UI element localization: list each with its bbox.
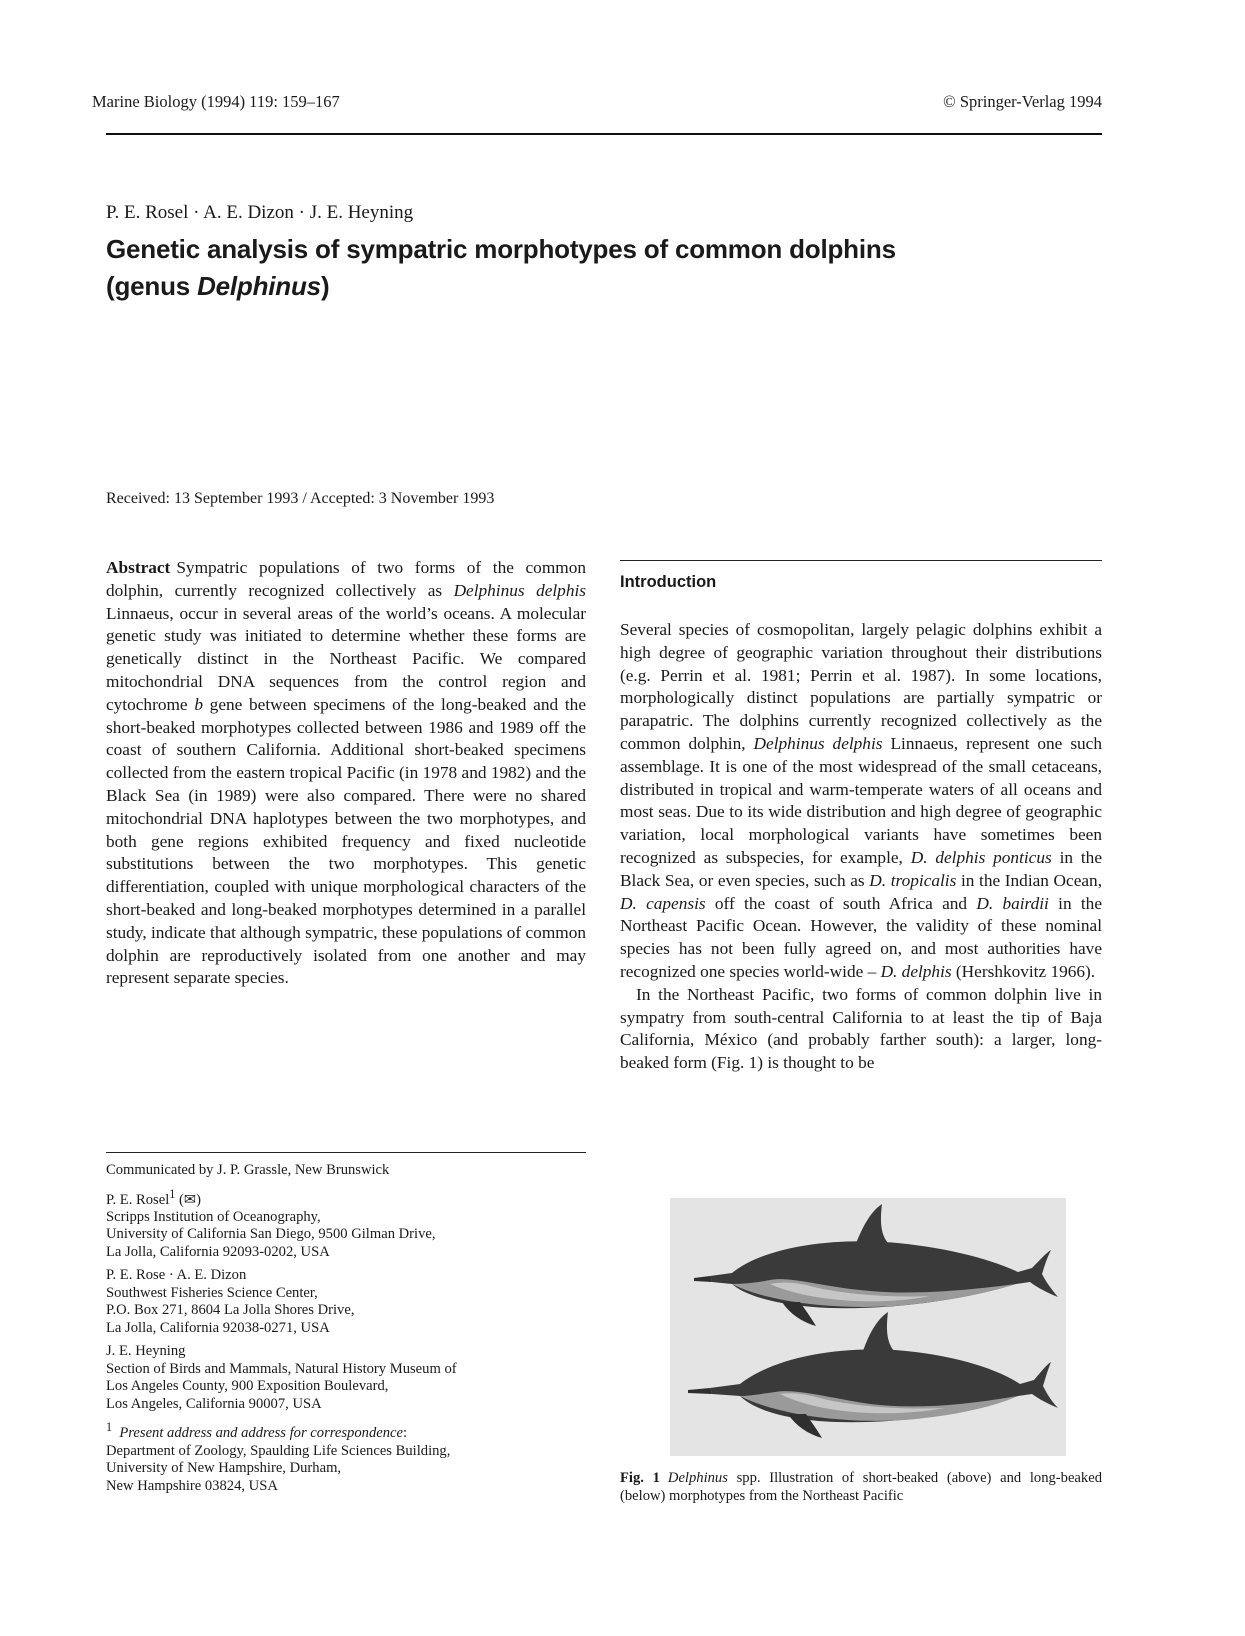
intro-text: Several species of cosmopolitan, largely pelagic dolphins exhibit a high degree of geographic variation throughout their distributions (e.g. Perrin et al. 1981; Perrin et al. 1987). In some locations, morphologically distinct populations are partially sympatric or parapatric. The dolphins currently recognized collectively as the common dolphin, <box>620 620 1102 753</box>
rosel-name-line <box>106 1186 586 1209</box>
present-colon: : <box>402 1425 408 1442</box>
intro-text: in the Northeast Pacific Ocean. However, the validity of these nominal species has not been fully agreed on, and most authorities have recognized one species world-wide – <box>620 893 1102 981</box>
address-line: Los Angeles County, 900 Exposition Boulevard, <box>106 1378 389 1395</box>
dolphin-drawing <box>670 1198 1066 1456</box>
rosel-superscript: 1 <box>169 1186 176 1201</box>
abstract-label: Abstract <box>106 558 171 577</box>
introduction-body <box>620 619 1102 1075</box>
title-line-1: Genetic analysis of sympatric morphotypes of common dolphins <box>106 234 896 264</box>
address-line: University of New Hampshire, Durham, <box>106 1460 342 1477</box>
address-line: La Jolla, California 92093-0202, USA <box>106 1243 330 1260</box>
footnote-rule <box>106 1152 586 1153</box>
address-line: Southwest Fisheries Science Center, <box>106 1284 318 1301</box>
figure-label: Fig. 1 <box>620 1470 660 1486</box>
communicated-by: Communicated by J. P. Grassle, New Brunswick <box>106 1162 390 1178</box>
author-list: P. E. Rosel · A. E. Dizon · J. E. Heyning <box>106 202 414 223</box>
introduction-paragraph-2: In the Northeast Pacific, two forms of common dolphin live in sympatry from south-central California to at least the tip of Baja California, México (and probably farther south): a larger, long-beaked form (Fig. 1) is thought to be <box>620 984 1102 1073</box>
species-name: D. capensis <box>620 893 706 913</box>
address-line: Department of Zoology, Spaulding Life Sciences Building, <box>106 1442 451 1459</box>
rosel-name: P. E. Rosel <box>106 1191 170 1208</box>
figure-caption <box>620 1469 1102 1505</box>
received-dates: Received: 13 September 1993 / Accepted: 3 November 1993 <box>106 490 495 507</box>
species-name: D. bairdii <box>976 893 1049 913</box>
abstract-gene-letter: b <box>194 694 203 714</box>
address-line: P.O. Box 271, 8604 La Jolla Shores Drive, <box>106 1302 355 1319</box>
dolphin-illustration <box>670 1198 1066 1456</box>
heyning-address <box>106 1343 586 1413</box>
address-line: P. E. Rose · A. E. Dizon <box>106 1267 247 1284</box>
introduction-heading: Introduction <box>620 573 717 591</box>
abstract-paragraph <box>106 557 586 990</box>
address-line: La Jolla, California 92038-0271, USA <box>106 1319 330 1336</box>
address-line: Section of Birds and Mammals, Natural History Museum of <box>106 1360 457 1377</box>
intro-text: off the coast of south Africa and <box>705 893 977 913</box>
journal-citation: Marine Biology (1994) 119: 159–167 <box>92 92 340 111</box>
rosel-address <box>106 1186 586 1262</box>
species-name: D. tropicalis <box>869 870 957 890</box>
present-address-heading <box>106 1419 586 1442</box>
abstract-text-3: gene between specimens of the long-beaked and the short-beaked morphotypes collected between 1986 and 1989 off the coast of southern California. Additional short-beaked specimens collected from the eastern tropical Pacific (in 1978 and 1982) and the Black Sea (in 1989) were also compared. There were no shared mitochondrial DNA haplotypes between the two morphotypes, and both gene regions exhibited frequency and fixed nucleotide substitutions between the two morphotypes. This genetic differentiation, coupled with unique morphological characters of the short-beaked and long-beaked morphotypes determined in a parallel study, indicate that although sympatric, these populations of common dolphin are reproductively isolated from one another and may represent separate species. <box>106 694 586 988</box>
title-line-2 <box>106 268 1006 305</box>
figure-caption-text: spp. Illustration of short-beaked (above) and long-beaked (below) morphotypes from the Northeast Pacific <box>620 1470 1102 1504</box>
address-line: University of California San Diego, 9500 Gilman Drive, <box>106 1226 436 1243</box>
abstract-text-2: Linnaeus, occur in several areas of the world’s oceans. A molecular genetic study was initiated to determine whether these forms are genetically distinct in the Northeast Pacific. We compared mitochondrial DNA sequences from the control region and cytochrome <box>106 603 586 714</box>
footnotes <box>106 1162 586 1501</box>
species-name: D. delphis <box>880 961 952 981</box>
article-title <box>106 231 1006 305</box>
address-line: Los Angeles, California 90007, USA <box>106 1395 322 1412</box>
introduction-paragraph-1 <box>620 619 1102 984</box>
intro-text: in the Black Sea, or even species, such as <box>620 847 1102 890</box>
abstract-species-name: Delphinus delphis <box>453 580 586 600</box>
title-genus-suffix: ) <box>320 271 330 301</box>
intro-text: (Hershkovitz 1966). <box>951 961 1096 981</box>
intro-text: in the Indian Ocean, <box>956 870 1103 890</box>
abstract-text-1: Sympatric populations of two forms of the common dolphin, currently recognized collectively as <box>106 558 586 600</box>
introduction-rule <box>620 560 1102 561</box>
present-address-label: Present address and address for correspondence <box>119 1425 403 1442</box>
title-genus-name: Delphinus <box>197 271 321 301</box>
title-genus-prefix: (genus <box>106 271 198 301</box>
copyright-notice: © Springer-Verlag 1994 <box>943 92 1102 111</box>
address-line: Scripps Institution of Oceanography, <box>106 1208 321 1225</box>
species-name: D. delphis ponticus <box>910 847 1052 867</box>
present-address <box>106 1419 586 1495</box>
intro-text: Linnaeus, represent one such assemblage. It is one of the most widespread of the small cetaceans, distributed in tropical and warm-temperate waters of all oceans and most seas. Due to its wide distribution and high degree of geographic variation, local morphological variants have sometimes been recognized as subspecies, for example, <box>620 733 1102 867</box>
figure-genus: Delphinus <box>667 1470 728 1486</box>
species-name: Delphinus delphis <box>753 733 883 753</box>
address-line: New Hampshire 03824, USA <box>106 1477 278 1494</box>
envelope-icon: (✉) <box>175 1191 201 1208</box>
address-line: J. E. Heyning <box>106 1343 186 1360</box>
header-rule <box>106 133 1102 135</box>
swfsc-address <box>106 1267 586 1337</box>
present-superscript: 1 <box>106 1420 113 1435</box>
abstract <box>106 557 586 990</box>
